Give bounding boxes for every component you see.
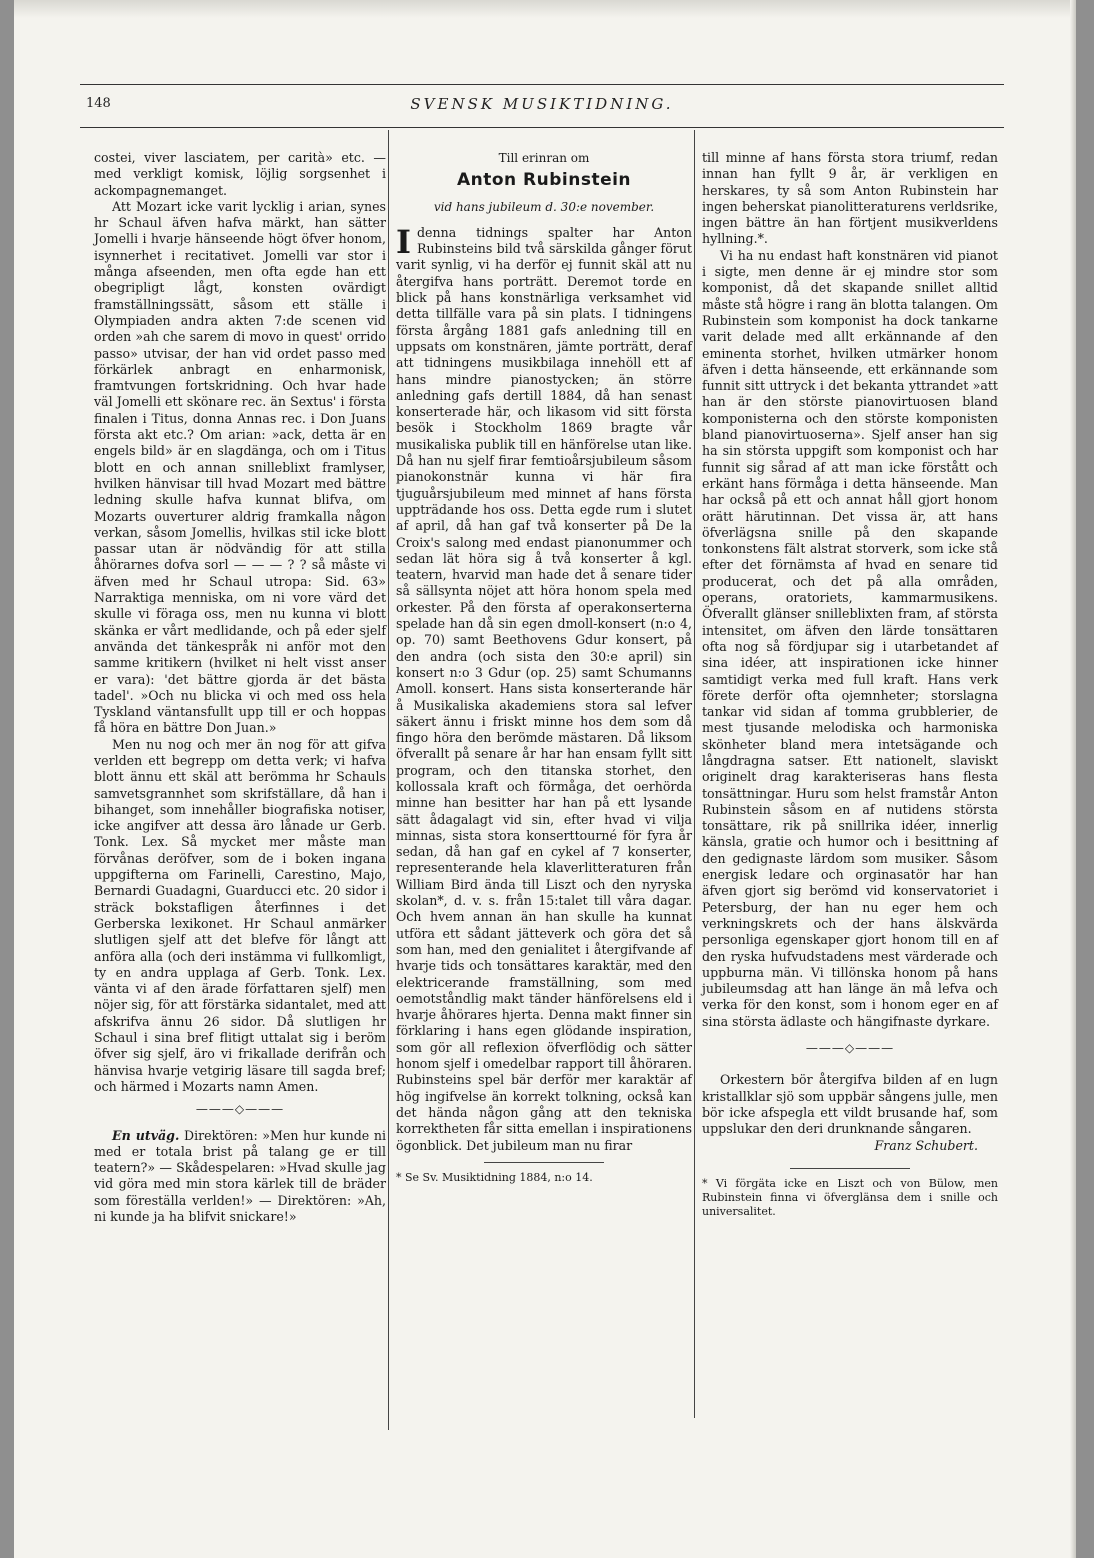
col3-footnote: * Vi förgäta icke en Liszt och von Bülow, men Rubinstein finna vi öfverglänsa dem i snille och universalitet. [702,1176,998,1218]
column-middle [396,150,692,1185]
article-subtitle: vid hans jubileum d. 30:e november. [433,199,655,214]
quote-author: Franz Schubert. [874,1137,978,1153]
col3-paragraph-1: till minne af hans första stora triumf, redan innan han fyllt 9 år, är verkligen en herskares, ty så som Anton Rubinstein har ingen beherskat pianolitteraturens verldsrike, ingen bättre än han förtjent musikverldens hyllning.*. [702,150,998,247]
section-divider: ———◇——— [195,1102,285,1117]
drop-cap: I [396,222,411,261]
col1-paragraph-3: Men nu nog och mer än nog för att gifva verlden ett begrepp om detta verk; vi hafva blott ännu ett skäl att berömma hr Schauls samvetsgrannhet som skrifställare, då han i bihanget, som innehåller biografiska notiser, icke angifver att dessa äro lånade ur Gerb. Tonk. Lex. Så mycket mer måste man förvånas deröfver, som de i boken ingana uppgifterna om Farinelli, Carestino, Majo, Bernardi Guadagni, Guarducci etc. 20 sidor i sträck bokstafligen återfinnes i det Gerberska lexikonet. Hr Schaul anmärker slutligen sjelf att det blefve för långt att anföra alla (och deri instämma vi fullkomligt, ty en andra upplaga af Gerb. Tonk. Lex. vänta vi af den ärade författaren sjelf) men nöjer sig, för att förstärka sidantalet, med att afskrifva ännu 26 sidor. Då slutligen hr Schaul i sina bref flitigt uttalat sig i beröm öfver sig sjelf, äro vi frikallade derifrån och hänvisa hvarje vetgirig läsare till sagda bref; och härmed i Mozarts namn Amen. [94,736,386,1094]
col1-paragraph-4 [94,1128,386,1226]
column-rule-right [694,130,695,1418]
scan-top-edge [14,0,1076,18]
column-right [702,150,998,1219]
footnote-rule [484,1162,604,1163]
page-header [80,84,1004,128]
col1-paragraph-2: Att Mozart icke varit lycklig i arian, synes hr Schaul äfven hafva märkt, han sätter Jomelli i hvarje hänseende högt öfver honom, isynnerhet i recitativet. Jomelli var stor i många afseenden, men ofta egde han ett obegripligt lågt, konsten ovärdigt framställningssätt, såsom ett ställe i Olympiaden andra akten 7:de scenen vid orden »ah che sarem di movo in quest' orrido passo» utvisar, der han vid ordet passo med förkärlek anbragt en enharmonisk, framtvungen fortskridning. Och hvar hade väl Jomelli ett skönare rec. än Sextus' i första finalen i Titus, donna Annas rec. i Don Juans första akt etc.? Om arian: »ack, detta är en engels bild» är en slagdänga, och om i Titus blott en och annan snilleblixt framlyser, hvilken hänvisar till hvad Mozart med bättre ledning skulle hafva kunnat blifva, om Mozarts ouverturer aldrig framkalla någon verkan, såsom Jomellis, hvilkas stil icke blott passar utan är nödvändig för att stilla åhörarnes dofva sorl — — — ? ? så måste vi äfven med hr Schaul utropa: Sid. 63» Narraktiga menniska, om ni vore värd det skulle vi föraga oss, men nu kunna vi blott skänka er vårt medlidande, och på eder sjelf använda det tänkespråk ni anför mot den samme kritikern (hvilket ni helt visst anser er vara): 'det bättre gjorda är det bästa tadel'. »Och nu blicka vi och med oss hela Tyskland väntansfullt upp till er och hoppas få höra en bättre Don Juan.» [94,198,386,736]
anecdote-title: En utväg. [112,1127,180,1143]
col3-paragraph-2: Vi ha nu endast haft konstnären vid pianot i sigte, men denne är ej mindre stor som komponist, då det skapande snillet alltid måste stå högre i rang än blotta talangen. Om Rubinstein som komponist ha dock tankarne varit delade med allt erkännande af den eminenta storhet, hvilken utmärker honom äfven i detta hänseende, ett erkännande som funnit sitt uttryck i det bekanta yttrandet »att han är den störste pianovirtuosen bland komponisterna och den störste komponisten bland pianovirtuoserna». Sjelf anser han sig ha sin största uppgift som komponist och har funnit sig sårad af att man icke förstått och erkänt hans förmåga i detta hänseende. Man har också på ett och annat håll gjort honom orätt härutinnan. Det vissa är, att hans öfverlägsna snille på den skapande tonkonstens fält alstrat storverk, som icke stå efter det förnämsta af hvad en senare tid producerat, och det på alla områden, operans, oratoriets, kammarmusikens. Öfverallt glänser snilleblixten fram, af största intensitet, om äfven den lärde tonsättaren ofta nog så fördjupar sig i utarbetandet af sina idéer, att inspirationen icke hinner samtidigt verka med full kraft. Hans verk förete derför ofta ojemnheter; storslagna tankar vid sidan af tomma grubblerier, de mest tjusande melodiska och harmoniska skönheter bland mera intetsägande och långdragna satser. Ett nationelt, slaviskt originelt drag karakteriseras hans flesta tonsättningar. Huru som helst framstår Anton Rubinstein såsom en af nutidens största tonsättare, rik på snillrika idéer, innerlig känsla, gratie och humor och i besittning af den gedignaste lärdom som musiker. Såsom energisk ledare och orginasatör har han äfven gjort sig berömd vid konservatoriet i Petersburg, der han nu eger hem och verkningskrets och der hans älskvärda personliga egenskaper gjort honom till en af den ryska hufvudstadens mest värderade och uppburna män. Vi tillönska honom på hans jubileumsdag att han länge än må lefva och verka för den konst, som i honom eger en af sina största ädlaste och hängifnaste dyrkare. [702,247,998,1029]
col2-footnote: * Se Sv. Musiktidning 1884, n:o 14. [396,1170,593,1184]
col2-paragraph-1 [396,222,692,1154]
footnote-rule-right [790,1168,910,1169]
column-left [94,150,386,1225]
page-number: 148 [86,96,111,111]
col2-paragraph-1-text: denna tidnings spalter har Anton Rubinsteins bild två särskilda gånger förut varit synlig, vi ha derför ej funnit skäl att nu återgifva hans porträtt. Deremot torde en blick på hans konstnärliga verksamhet vid detta tillfälle vara på sin plats. I tidningens första årgång 1881 gafs anledning till en uppsats om konstnären, jämte porträtt, deraf att tidningens musikbilaga innehöll ett af hans mindre pianostycken; än större anledning gafs dertill 1884, då han senast konserterade här, och likasom vid sitt första besök i Stockholm 1869 bragte vår musikaliska publik till en hänförelse utan like. Då han nu sjelf firar femtioårsjubileum såsom pianokonstnär kunna vi här fira tjuguårsjubileum med minnet af hans första uppträdande hos oss. Detta egde rum i slutet af april, då han gaf två konserter på De la Croix's salong med endast pianonummer och sedan lät höra sig å två konserter å kgl. teatern, hvarvid man hade det å senare tider så sällsynta nöjet att höra honom spela med orkester. På den första af operakonserterna spelade han då sin egen dmoll-konsert (n:o 4, op. 70) samt Beethovens Gdur konsert, på den andra (och sista den 30:e april) sin konsert n:o 3 Gdur (op. 25) samt Schumanns Amoll. konsert. Hans sista konserterande här å Musikaliska akademiens stora sal lefver säkert ännu i friskt minne hos dem som då fingo höra den berömde mästaren. Då liksom öfverallt på senare år har han ensam fyllt sitt program, och den titanska storhet, den kollossala kraft och förmåga, det oerhörda minne han besitter har han på ett lysande sätt ådagalagt vid sin, efter hvad vi vilja minnas, sista stora konserttourné för fyra år sedan, då han gaf en cykel af 7 konserter, representerande hela klaverlitteraturen från William Bird ända till Liszt och den nyryska skolan*, d. v. s. från 15:talet till våra dagar. Och hvem annan än han skulle ha kunnat utföra ett sådant jätteverk och göra det så som han, med den genialitet i återgifvande af hvarje tids och tonsättares karaktär, med den elektricerande framställning, som med oemotståndlig makt tänder hänförelsens eld i hvarje åhörares hjerta. Denna makt finner sin förklaring i hans egen glödande inspiration, som gör all reflexion öfverflödig och sätter honom sjelf i omedelbar rapport till åhöraren. Rubinsteins spel bär derför mer karaktär af hög ingifvelse än korrekt tolkning, också kan det hända någon gång att den tekniska korrektheten får sitta emellan i inspirationens ögonblick. Det jubileum man nu firar [396,224,692,1153]
anecdote-text: Direktören: »Men hur kunde ni med er totala brist på talang ge er till teatern?» — Skådespelaren: »Hvad skulle jag vid göra med min stora kärlek till de bräder som föreställa verlden!» — Direktören: »Ah, ni kunde ja ha blifvit snickare!» [94,1127,386,1224]
page [14,0,1076,1558]
article-kicker: Till erinran om [498,151,590,165]
scan-right-edge [1070,0,1076,1558]
schubert-quote: Orkestern bör återgifva bilden af en lugn kristallklar sjö som uppbär sångens julle, men bör icke afspegla ett vildt brusande haf, som uppslukar den deri drunknande sångaren. [702,1072,998,1137]
column-rule-left [388,130,389,1430]
col1-paragraph-1: costei, viver lasciatem, per carità» etc. — med verkligt komisk, löjlig sorgsenhet i ackompagnemanget. [94,150,386,198]
article-title: Anton Rubinstein [456,170,632,191]
section-divider-right: ———◇——— [805,1041,895,1056]
running-head: SVENSK MUSIKTIDNING. [410,95,674,113]
